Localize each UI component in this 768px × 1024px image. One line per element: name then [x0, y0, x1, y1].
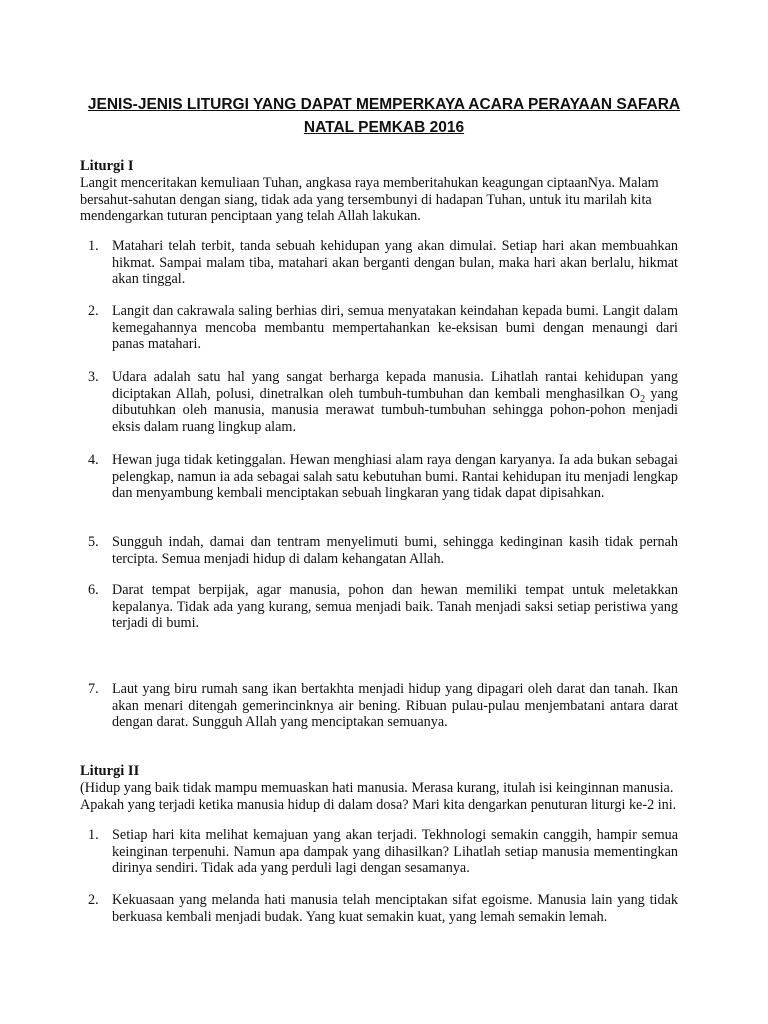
liturgi-2-item-1: [88, 827, 678, 877]
liturgi-2-intro: (Hidup yang baik tidak mampu memuaskan hati manusia. Merasa kurang, itulah isi keinginnan manusia. Apakah yang terjadi ketika manusia hidup di dalam dosa? Mari kita dengarkan penuturan liturgi ke-2 ini.: [80, 780, 677, 813]
item-text: Darat tempat berpijak, agar manusia, pohon dan hewan memiliki tempat untuk meletakkan kepalanya. Tidak ada yang kurang, semua menjadi baik. Tanah menjadi saksi setiap peristiwa yang terjadi di bumi.: [112, 582, 678, 632]
liturgi-1-item-4: [88, 452, 678, 502]
title-line-1: JENIS-JENIS LITURGI YANG DAPAT MEMPERKAYA ACARA PERAYAAN SAFARA: [87, 96, 681, 113]
title-line-2: NATAL PEMKAB 2016: [303, 119, 465, 136]
item-number: 6.: [88, 582, 99, 598]
item-number: 2.: [88, 303, 99, 319]
item-text: Matahari telah terbit, tanda sebuah kehidupan yang akan dimulai. Setiap hari akan membuahkan hikmat. Sampai malam tiba, matahari akan berganti dengan bulan, maka hari akan berlalu, hikmat akan tinggal.: [112, 238, 678, 288]
item-text: Hewan juga tidak ketinggalan. Hewan menghiasi alam raya dengan karyanya. Ia ada bukan sebagai pelengkap, namun ia ada sebagai salah satu kebutuhan bumi. Rantai kehidupan itu menjadi lengkap dan menyambung kembali menciptakan sebuah lingkaran yang tidak dapat dipisahkan.: [112, 452, 678, 502]
item-text-a: Udara adalah satu hal yang sangat berharga kepada manusia. Lihatlah rantai kehidupan yang diciptakan Allah, polusi, dinetralkan oleh tumbuh-tumbuhan dan kembali menghasilkan O: [112, 369, 678, 402]
item-number: 5.: [88, 534, 99, 550]
document-title: [80, 93, 688, 139]
item-number: 1.: [88, 238, 99, 254]
item-number: 1.: [88, 827, 99, 843]
item-number: 4.: [88, 452, 99, 468]
item-text: Setiap hari kita melihat kemajuan yang akan terjadi. Tekhnologi semakin canggih, hampir semua keinginan terpenuhi. Namun apa dampak yang dihasilkan? Lihatlah setiap manusia mementingkan dirinya sendiri. Tidak ada yang perduli lagi dengan sesamanya.: [112, 827, 678, 877]
liturgi-1-item-2: [88, 303, 678, 353]
item-text: Langit dan cakrawala saling berhias diri, semua menyatakan keindahan kepada bumi. Langit dalam kemegahannya mencoba membantu mempertahankan ke-eksisan bumi dengan menaungi dari panas matahari.: [112, 303, 678, 353]
liturgi-2-heading: Liturgi II: [80, 763, 140, 779]
item-number: 7.: [88, 681, 99, 697]
liturgi-1-heading: Liturgi I: [80, 158, 134, 174]
item-text: Kekuasaan yang melanda hati manusia telah menciptakan sifat egoisme. Manusia lain yang tidak berkuasa kembali menjadi budak. Yang kuat semakin kuat, yang lemah semakin lemah.: [112, 892, 678, 925]
item-subscript: 2: [640, 393, 646, 405]
liturgi-1-item-1: [88, 238, 678, 288]
item-number: 3.: [88, 369, 99, 385]
liturgi-1-item-3: [88, 369, 678, 436]
liturgi-1-item-5: [88, 534, 678, 567]
item-number: 2.: [88, 892, 99, 908]
liturgi-2-item-2: [88, 892, 678, 925]
liturgi-1-item-6: [88, 582, 678, 632]
item-text-b: yang dibutuhkan oleh manusia, manusia merawat tumbuh-tumbuhan sehingga pohon-pohon menjadi eksis dalam ruang lingkup alam.: [112, 385, 678, 436]
liturgi-1-intro: Langit menceritakan kemuliaan Tuhan, angkasa raya memberitahukan keagungan ciptaanNya. Malam bersahut-sahutan dengan siang, tidak ada yang tersembunyi di hadapan Tuhan, untuk itu marilah kita mendengarkan tuturan penciptaan yang telah Allah lakukan.: [80, 175, 659, 225]
liturgi-1-item-7: [88, 681, 678, 731]
item-text: Sungguh indah, damai dan tentram menyelimuti bumi, sehingga kedinginan kasih tidak pernah tercipta. Semua menjadi hidup di dalam kehangatan Allah.: [112, 534, 678, 567]
item-text: Laut yang biru rumah sang ikan bertakhta menjadi hidup yang dipagari oleh darat dan tanah. Ikan akan menari ditengah gemerincinknya air bening. Ribuan pulau-pulau menjembatani antara darat dengan darat. Sungguh Allah yang menciptakan semuanya.: [112, 681, 678, 731]
